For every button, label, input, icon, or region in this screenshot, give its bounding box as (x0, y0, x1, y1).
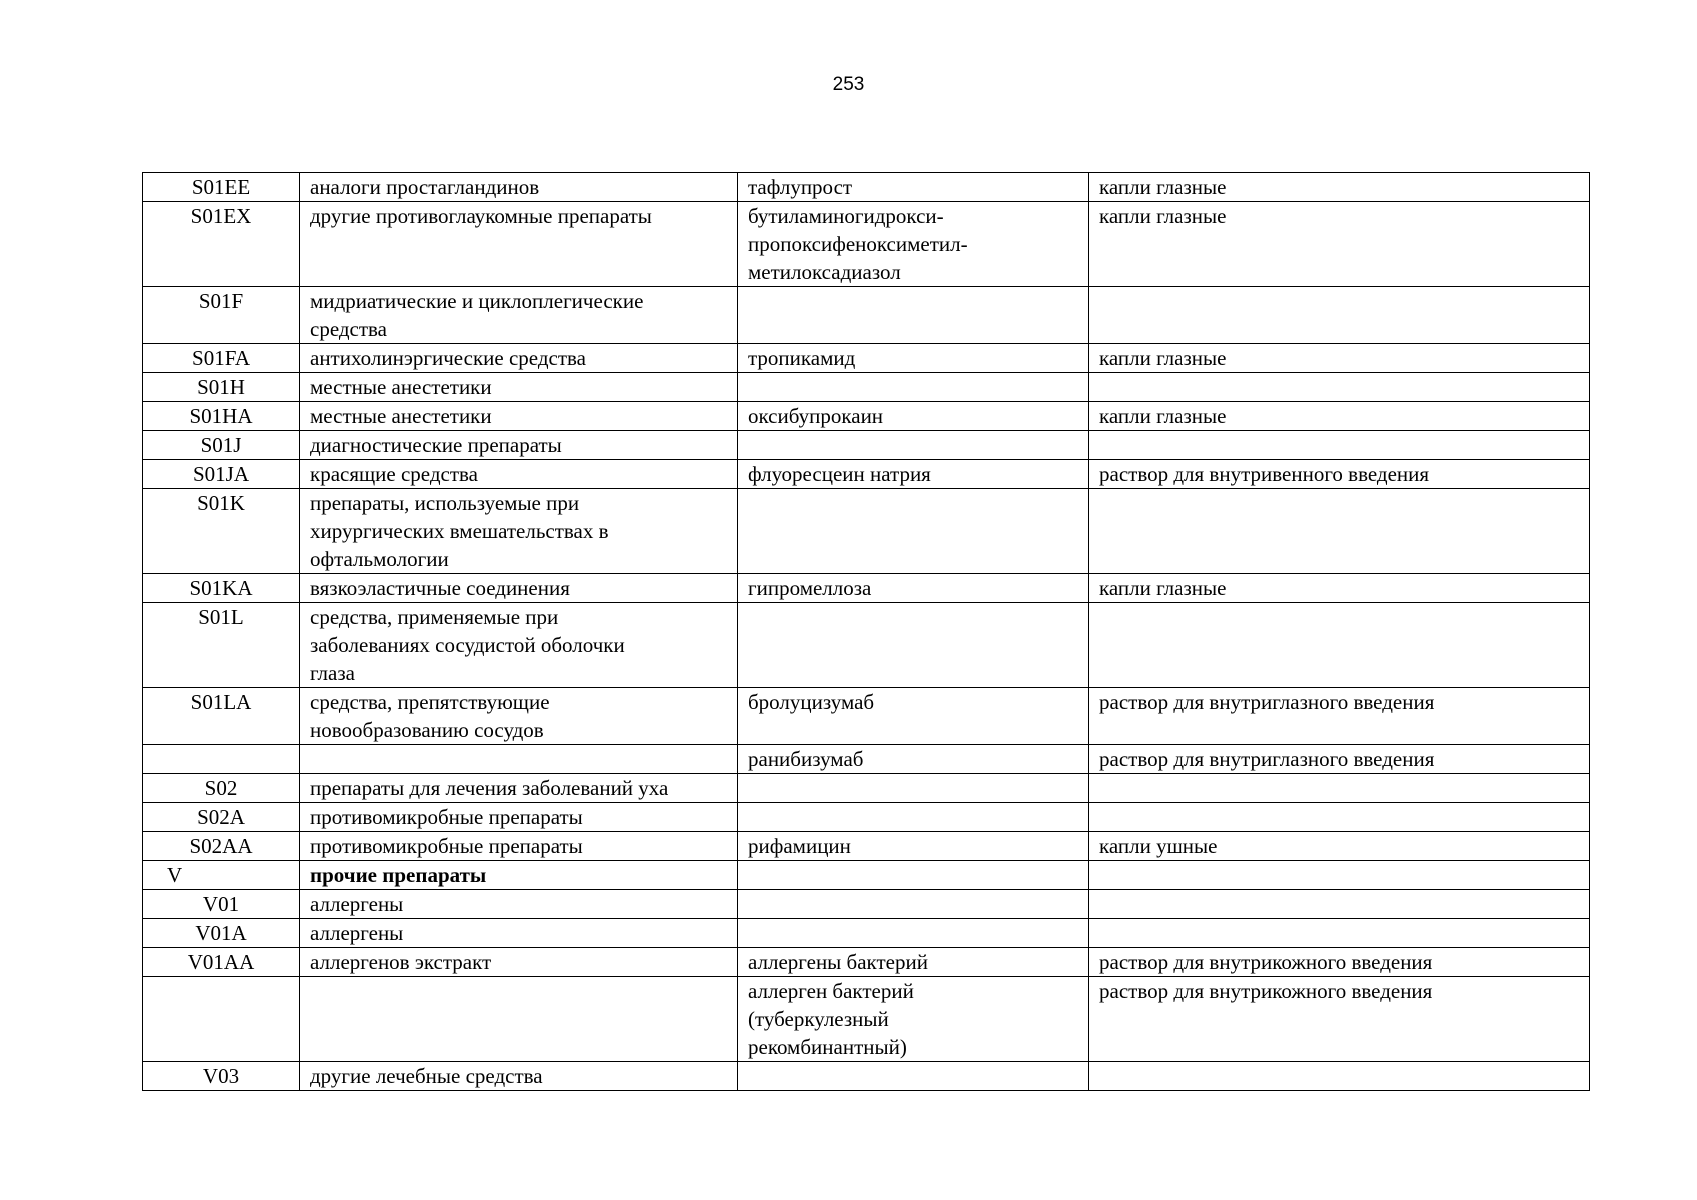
atc-code-cell: V01A (143, 919, 300, 948)
group-name-cell: прочие препараты (300, 861, 738, 890)
atc-code-cell: V01 (143, 890, 300, 919)
group-name-cell: диагностические препараты (300, 431, 738, 460)
drug-name-cell (738, 287, 1089, 344)
table-row (143, 745, 1590, 774)
drug-name-cell: оксибупрокаин (738, 402, 1089, 431)
drug-name-cell: тафлупрост (738, 173, 1089, 202)
table-row (143, 832, 1590, 861)
group-name-cell: вязкоэластичные соединения (300, 574, 738, 603)
atc-code-cell: S01H (143, 373, 300, 402)
drug-name-cell (738, 919, 1089, 948)
drug-name-cell (738, 431, 1089, 460)
drug-name-cell (738, 603, 1089, 688)
group-name-cell: местные анестетики (300, 402, 738, 431)
table-row (143, 890, 1590, 919)
dosage-form-cell (1089, 919, 1590, 948)
dosage-form-cell: капли глазные (1089, 202, 1590, 287)
table-row (143, 688, 1590, 745)
group-name-cell: аллергенов экстракт (300, 948, 738, 977)
drug-name-cell: бутиламиногидрокси- пропоксифеноксиметил- метилоксадиазол (738, 202, 1089, 287)
dosage-form-cell: раствор для внутрикожного введения (1089, 948, 1590, 977)
dosage-form-cell (1089, 287, 1590, 344)
table-row (143, 1062, 1590, 1091)
drug-name-cell (738, 1062, 1089, 1091)
atc-code-cell: S01EX (143, 202, 300, 287)
table-row (143, 431, 1590, 460)
atc-code-cell: V (143, 861, 300, 890)
page-number: 253 (832, 74, 865, 95)
drug-name-cell (738, 861, 1089, 890)
dosage-form-cell: раствор для внутривенного введения (1089, 460, 1590, 489)
drug-name-cell: бролуцизумаб (738, 688, 1089, 745)
drug-name-cell: гипромеллоза (738, 574, 1089, 603)
drug-name-cell (738, 489, 1089, 574)
atc-code-cell: S01JA (143, 460, 300, 489)
table-row (143, 287, 1590, 344)
table-row (143, 202, 1590, 287)
dosage-form-cell (1089, 861, 1590, 890)
dosage-form-cell: раствор для внутриглазного введения (1089, 745, 1590, 774)
atc-code-cell: S02A (143, 803, 300, 832)
atc-code-cell: S02AA (143, 832, 300, 861)
group-name-cell: другие противоглаукомные препараты (300, 202, 738, 287)
table-row (143, 173, 1590, 202)
dosage-form-cell (1089, 890, 1590, 919)
drug-name-cell: аллерген бактерий (туберкулезный рекомбинантный) (738, 977, 1089, 1062)
atc-code-cell: S01F (143, 287, 300, 344)
atc-code-cell: S01HA (143, 402, 300, 431)
group-name-cell: противомикробные препараты (300, 803, 738, 832)
group-name-cell (300, 745, 738, 774)
group-name-cell: противомикробные препараты (300, 832, 738, 861)
dosage-form-cell: капли глазные (1089, 402, 1590, 431)
table-row (143, 574, 1590, 603)
group-name-cell: аллергены (300, 890, 738, 919)
group-name-cell: другие лечебные средства (300, 1062, 738, 1091)
dosage-form-cell: капли глазные (1089, 574, 1590, 603)
dosage-form-cell: капли глазные (1089, 344, 1590, 373)
dosage-form-cell: раствор для внутрикожного введения (1089, 977, 1590, 1062)
group-name-cell: аллергены (300, 919, 738, 948)
table-row (143, 803, 1590, 832)
atc-code-cell: S01EE (143, 173, 300, 202)
atc-code-cell: S01FA (143, 344, 300, 373)
dosage-form-cell (1089, 373, 1590, 402)
drug-name-cell: флуоресцеин натрия (738, 460, 1089, 489)
drug-name-cell (738, 373, 1089, 402)
dosage-form-cell: раствор для внутриглазного введения (1089, 688, 1590, 745)
atc-code-cell (143, 977, 300, 1062)
dosage-form-cell (1089, 431, 1590, 460)
atc-code-cell: S01KA (143, 574, 300, 603)
dosage-form-cell: капли ушные (1089, 832, 1590, 861)
atc-code-cell: S01LA (143, 688, 300, 745)
atc-code-cell: S01K (143, 489, 300, 574)
dosage-form-cell: капли глазные (1089, 173, 1590, 202)
drug-name-cell (738, 803, 1089, 832)
drug-name-cell: тропикамид (738, 344, 1089, 373)
group-name-cell: аналоги простагландинов (300, 173, 738, 202)
table-row (143, 489, 1590, 574)
group-name-cell: препараты для лечения заболеваний уха (300, 774, 738, 803)
group-name-cell: средства, применяемые при заболеваниях сосудистой оболочки глаза (300, 603, 738, 688)
table-row (143, 402, 1590, 431)
table-row (143, 373, 1590, 402)
group-name-cell: красящие средства (300, 460, 738, 489)
table-row (143, 344, 1590, 373)
dosage-form-cell (1089, 489, 1590, 574)
table-row (143, 977, 1590, 1062)
dosage-form-cell (1089, 1062, 1590, 1091)
table-row (143, 460, 1590, 489)
table-body (143, 173, 1590, 1091)
table-row (143, 948, 1590, 977)
table-row (143, 774, 1590, 803)
drug-name-cell: рифамицин (738, 832, 1089, 861)
group-name-cell: местные анестетики (300, 373, 738, 402)
drug-name-cell (738, 890, 1089, 919)
atc-drug-table (142, 172, 1590, 1091)
group-name-cell (300, 977, 738, 1062)
atc-code-cell: S02 (143, 774, 300, 803)
dosage-form-cell (1089, 774, 1590, 803)
dosage-form-cell (1089, 803, 1590, 832)
drug-name-cell: ранибизумаб (738, 745, 1089, 774)
atc-code-cell: S01L (143, 603, 300, 688)
table-row (143, 861, 1590, 890)
group-name-cell: антихолинэргические средства (300, 344, 738, 373)
atc-code-cell (143, 745, 300, 774)
drug-name-cell (738, 774, 1089, 803)
group-name-cell: средства, препятствующие новообразованию сосудов (300, 688, 738, 745)
atc-code-cell: V01AA (143, 948, 300, 977)
drug-name-cell: аллергены бактерий (738, 948, 1089, 977)
atc-code-cell: S01J (143, 431, 300, 460)
group-name-cell: мидриатические и циклоплегические средства (300, 287, 738, 344)
table-row (143, 919, 1590, 948)
atc-code-cell: V03 (143, 1062, 300, 1091)
dosage-form-cell (1089, 603, 1590, 688)
group-name-cell: препараты, используемые при хирургических вмешательствах в офтальмологии (300, 489, 738, 574)
table-row (143, 603, 1590, 688)
